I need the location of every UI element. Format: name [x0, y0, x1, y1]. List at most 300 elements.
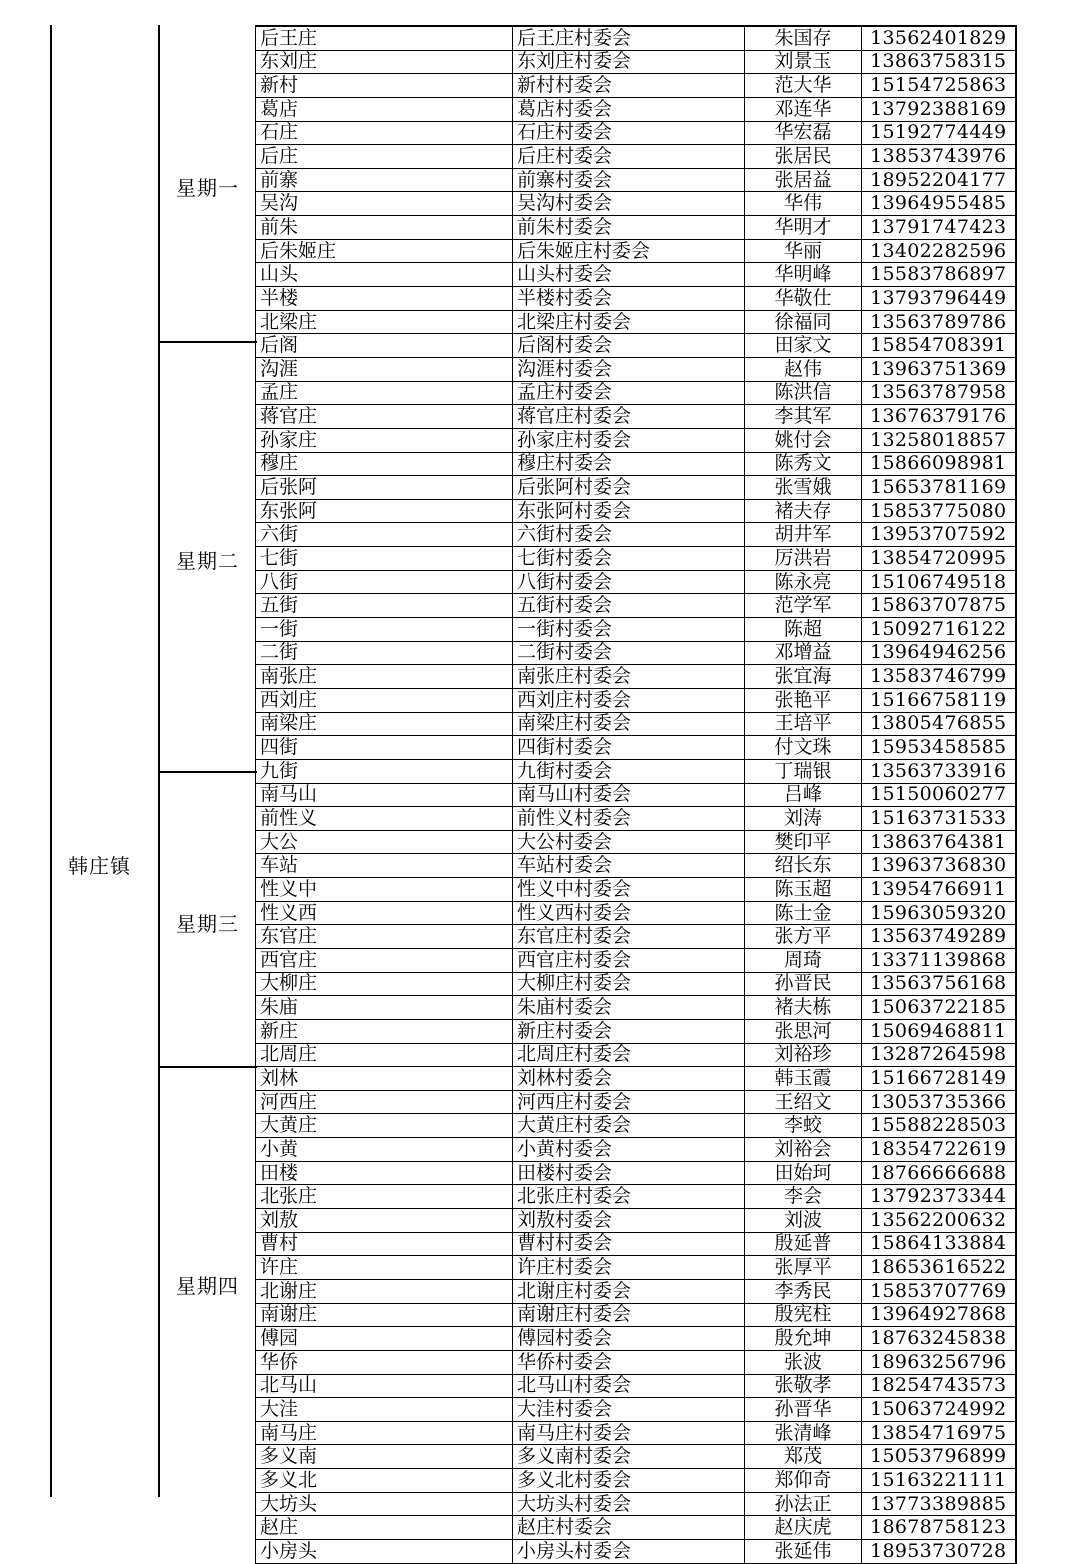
table-row [256, 1209, 1016, 1233]
phone-number-cell: 13562401829 [862, 26, 1016, 50]
village-name-cell: 刘敖 [256, 1209, 513, 1233]
table-row [256, 925, 1016, 949]
village-name-cell: 穆庄 [256, 452, 513, 476]
phone-number-cell: 13953707592 [862, 523, 1016, 547]
village-name-cell: 七街 [256, 547, 513, 571]
contact-person-cell: 刘涛 [745, 807, 862, 831]
village-name-cell: 孙家庄 [256, 428, 513, 452]
phone-number-cell: 15192774449 [862, 121, 1016, 145]
village-name-cell: 东刘庄 [256, 50, 513, 74]
village-name-cell: 四街 [256, 736, 513, 760]
table-row [256, 476, 1016, 500]
committee-name-cell: 新庄村委会 [513, 1019, 745, 1043]
phone-number-cell: 15866098981 [862, 452, 1016, 476]
day-group-separator [159, 1066, 257, 1068]
committee-name-cell: 大洼村委会 [513, 1398, 745, 1422]
contact-person-cell: 华宏磊 [745, 121, 862, 145]
phone-number-cell: 18766666688 [862, 1161, 1016, 1185]
village-name-cell: 北张庄 [256, 1185, 513, 1209]
contact-person-cell: 陈士金 [745, 901, 862, 925]
day-column-left-border [158, 25, 160, 1497]
table-row [256, 381, 1016, 405]
village-name-cell: 朱庙 [256, 996, 513, 1020]
contact-person-cell: 殷宪柱 [745, 1303, 862, 1327]
committee-name-cell: 北周庄村委会 [513, 1043, 745, 1067]
contact-person-cell: 殷允坤 [745, 1327, 862, 1351]
village-name-cell: 南谢庄 [256, 1303, 513, 1327]
committee-name-cell: 北马山村委会 [513, 1374, 745, 1398]
contact-person-cell: 张清峰 [745, 1421, 862, 1445]
village-name-cell: 性义西 [256, 901, 513, 925]
village-name-cell: 大柳庄 [256, 972, 513, 996]
village-name-cell: 东张阿 [256, 499, 513, 523]
table-row [256, 1469, 1016, 1493]
phone-number-cell: 13287264598 [862, 1043, 1016, 1067]
contact-person-cell: 朱国存 [745, 26, 862, 50]
committee-name-cell: 北梁庄村委会 [513, 310, 745, 334]
contact-person-cell: 绍长东 [745, 854, 862, 878]
village-name-cell: 沟涯 [256, 357, 513, 381]
committee-name-cell: 性义中村委会 [513, 878, 745, 902]
contact-person-cell: 陈洪信 [745, 381, 862, 405]
day-label: 星期四 [176, 1273, 239, 1298]
phone-number-cell: 15583786897 [862, 263, 1016, 287]
table-row [256, 594, 1016, 618]
table-row [256, 712, 1016, 736]
contact-person-cell: 褚夫栋 [745, 996, 862, 1020]
contact-person-cell: 郑仰奇 [745, 1469, 862, 1493]
phone-number-cell: 18952204177 [862, 168, 1016, 192]
phone-number-cell: 15588228503 [862, 1114, 1016, 1138]
contact-person-cell: 赵庆虎 [745, 1516, 862, 1540]
phone-number-cell: 13954766911 [862, 878, 1016, 902]
phone-number-cell: 15963059320 [862, 901, 1016, 925]
contact-person-cell: 孙晋民 [745, 972, 862, 996]
table-row [256, 97, 1016, 121]
committee-name-cell: 半楼村委会 [513, 287, 745, 311]
village-name-cell: 多义南 [256, 1445, 513, 1469]
village-name-cell: 北谢庄 [256, 1279, 513, 1303]
phone-number-cell: 18963256796 [862, 1350, 1016, 1374]
phone-number-cell: 13792373344 [862, 1185, 1016, 1209]
phone-number-cell: 15154725863 [862, 74, 1016, 98]
contact-person-cell: 华明峰 [745, 263, 862, 287]
committee-name-cell: 沟涯村委会 [513, 357, 745, 381]
village-name-cell: 南梁庄 [256, 712, 513, 736]
village-name-cell: 石庄 [256, 121, 513, 145]
contact-person-cell: 孙晋华 [745, 1398, 862, 1422]
committee-name-cell: 河西庄村委会 [513, 1090, 745, 1114]
village-name-cell: 南张庄 [256, 665, 513, 689]
contact-person-cell: 周琦 [745, 948, 862, 972]
phone-number-cell: 13258018857 [862, 428, 1016, 452]
contact-person-cell: 陈超 [745, 618, 862, 642]
village-name-cell: 北周庄 [256, 1043, 513, 1067]
phone-number-cell: 13562200632 [862, 1209, 1016, 1233]
village-name-cell: 华侨 [256, 1350, 513, 1374]
table-row [256, 1185, 1016, 1209]
contact-person-cell: 张思河 [745, 1019, 862, 1043]
phone-number-cell: 13773389885 [862, 1492, 1016, 1516]
committee-name-cell: 蒋官庄村委会 [513, 405, 745, 429]
village-name-cell: 小房头 [256, 1540, 513, 1564]
contact-person-cell: 邓增益 [745, 641, 862, 665]
phone-number-cell: 15063724992 [862, 1398, 1016, 1422]
contact-person-cell: 李其军 [745, 405, 862, 429]
village-name-cell: 前朱 [256, 216, 513, 240]
phone-number-cell: 15853775080 [862, 499, 1016, 523]
contact-person-cell: 陈秀文 [745, 452, 862, 476]
phone-number-cell: 15953458585 [862, 736, 1016, 760]
contact-person-cell: 徐福同 [745, 310, 862, 334]
phone-number-cell: 13563789786 [862, 310, 1016, 334]
committee-name-cell: 多义南村委会 [513, 1445, 745, 1469]
committee-name-cell: 后王庄村委会 [513, 26, 745, 50]
phone-number-cell: 13676379176 [862, 405, 1016, 429]
contact-person-cell: 张厚平 [745, 1256, 862, 1280]
village-name-cell: 大洼 [256, 1398, 513, 1422]
contact-person-cell: 陈玉超 [745, 878, 862, 902]
day-group-separator [159, 771, 257, 773]
village-name-cell: 二街 [256, 641, 513, 665]
table-row [256, 287, 1016, 311]
table-row [256, 1421, 1016, 1445]
phone-number-cell: 13854716975 [862, 1421, 1016, 1445]
table-row [256, 1232, 1016, 1256]
contact-person-cell: 张艳平 [745, 688, 862, 712]
phone-number-cell: 15150060277 [862, 783, 1016, 807]
phone-number-cell: 15053796899 [862, 1445, 1016, 1469]
village-name-cell: 赵庄 [256, 1516, 513, 1540]
phone-number-cell: 15163221111 [862, 1469, 1016, 1493]
phone-number-cell: 18763245838 [862, 1327, 1016, 1351]
village-name-cell: 刘林 [256, 1067, 513, 1091]
committee-name-cell: 后张阿村委会 [513, 476, 745, 500]
contact-person-cell: 田始珂 [745, 1161, 862, 1185]
committee-name-cell: 穆庄村委会 [513, 452, 745, 476]
contact-person-cell: 韩玉霞 [745, 1067, 862, 1091]
table-row [256, 121, 1016, 145]
contact-person-cell: 张延伟 [745, 1540, 862, 1564]
table-row [256, 830, 1016, 854]
phone-number-cell: 13563749289 [862, 925, 1016, 949]
table-row [256, 759, 1016, 783]
committee-name-cell: 前性义村委会 [513, 807, 745, 831]
phone-number-cell: 18953730728 [862, 1540, 1016, 1564]
village-name-cell: 南马山 [256, 783, 513, 807]
contact-person-cell: 王培平 [745, 712, 862, 736]
contact-person-cell: 李秀民 [745, 1279, 862, 1303]
table-row [256, 523, 1016, 547]
table-row [256, 783, 1016, 807]
village-name-cell: 半楼 [256, 287, 513, 311]
contact-person-cell: 张雪娥 [745, 476, 862, 500]
phone-number-cell: 13563756168 [862, 972, 1016, 996]
committee-name-cell: 车站村委会 [513, 854, 745, 878]
phone-number-cell: 13805476855 [862, 712, 1016, 736]
contact-person-cell: 张方平 [745, 925, 862, 949]
committee-name-cell: 后朱姬庄村委会 [513, 239, 745, 263]
table-row [256, 74, 1016, 98]
village-name-cell: 前性义 [256, 807, 513, 831]
phone-number-cell: 13371139868 [862, 948, 1016, 972]
contact-person-cell: 殷延普 [745, 1232, 862, 1256]
contact-person-cell: 赵伟 [745, 357, 862, 381]
contact-person-cell: 胡井军 [745, 523, 862, 547]
phone-number-cell: 15854708391 [862, 334, 1016, 358]
table-row [256, 168, 1016, 192]
table-row [256, 239, 1016, 263]
phone-number-cell: 13964946256 [862, 641, 1016, 665]
contact-person-cell: 张居民 [745, 145, 862, 169]
village-name-cell: 新庄 [256, 1019, 513, 1043]
village-name-cell: 后王庄 [256, 26, 513, 50]
table-row [256, 570, 1016, 594]
phone-number-cell: 15853707769 [862, 1279, 1016, 1303]
phone-number-cell: 13053735366 [862, 1090, 1016, 1114]
village-name-cell: 许庄 [256, 1256, 513, 1280]
committee-name-cell: 大柳庄村委会 [513, 972, 745, 996]
contact-person-cell: 王绍文 [745, 1090, 862, 1114]
table-row [256, 216, 1016, 240]
committee-name-cell: 八街村委会 [513, 570, 745, 594]
committee-name-cell: 一街村委会 [513, 618, 745, 642]
village-name-cell: 多义北 [256, 1469, 513, 1493]
table-row [256, 641, 1016, 665]
phone-number-cell: 13583746799 [862, 665, 1016, 689]
table-row [256, 1019, 1016, 1043]
table-row [256, 1516, 1016, 1540]
committee-name-cell: 四街村委会 [513, 736, 745, 760]
village-name-cell: 葛店 [256, 97, 513, 121]
table-row [256, 357, 1016, 381]
village-name-cell: 后朱姬庄 [256, 239, 513, 263]
table-row [256, 334, 1016, 358]
committee-name-cell: 后庄村委会 [513, 145, 745, 169]
committee-name-cell: 九街村委会 [513, 759, 745, 783]
committee-name-cell: 西官庄村委会 [513, 948, 745, 972]
village-name-cell: 南马庄 [256, 1421, 513, 1445]
table-row [256, 1327, 1016, 1351]
table-row [256, 428, 1016, 452]
table-row [256, 972, 1016, 996]
table-row [256, 1256, 1016, 1280]
day-label: 星期三 [176, 911, 239, 936]
table-row [256, 1067, 1016, 1091]
village-name-cell: 新村 [256, 74, 513, 98]
contact-person-cell: 范大华 [745, 74, 862, 98]
committee-name-cell: 大黄庄村委会 [513, 1114, 745, 1138]
village-name-cell: 九街 [256, 759, 513, 783]
committee-name-cell: 山头村委会 [513, 263, 745, 287]
committee-name-cell: 大坊头村委会 [513, 1492, 745, 1516]
committee-name-cell: 七街村委会 [513, 547, 745, 571]
committee-name-cell: 前寨村委会 [513, 168, 745, 192]
phone-number-cell: 13793796449 [862, 287, 1016, 311]
village-name-cell: 孟庄 [256, 381, 513, 405]
committee-name-cell: 孙家庄村委会 [513, 428, 745, 452]
table-row [256, 1303, 1016, 1327]
phone-number-cell: 13853743976 [862, 145, 1016, 169]
table-row [256, 878, 1016, 902]
phone-number-cell: 15163731533 [862, 807, 1016, 831]
village-name-cell: 大坊头 [256, 1492, 513, 1516]
committee-name-cell: 孟庄村委会 [513, 381, 745, 405]
village-name-cell: 田楼 [256, 1161, 513, 1185]
table-row [256, 1043, 1016, 1067]
phone-number-cell: 15166728149 [862, 1067, 1016, 1091]
phone-number-cell: 13791747423 [862, 216, 1016, 240]
contact-person-cell: 郑茂 [745, 1445, 862, 1469]
committee-name-cell: 东刘庄村委会 [513, 50, 745, 74]
table-row [256, 1445, 1016, 1469]
village-name-cell: 东官庄 [256, 925, 513, 949]
village-name-cell: 西官庄 [256, 948, 513, 972]
committee-name-cell: 多义北村委会 [513, 1469, 745, 1493]
table-row [256, 618, 1016, 642]
contact-person-cell: 厉洪岩 [745, 547, 862, 571]
phone-number-cell: 15863707875 [862, 594, 1016, 618]
committee-name-cell: 刘敖村委会 [513, 1209, 745, 1233]
phone-number-cell: 18678758123 [862, 1516, 1016, 1540]
village-contact-table [255, 25, 1017, 1564]
phone-number-cell: 15166758119 [862, 688, 1016, 712]
phone-number-cell: 15864133884 [862, 1232, 1016, 1256]
table-row [256, 547, 1016, 571]
committee-name-cell: 许庄村委会 [513, 1256, 745, 1280]
committee-name-cell: 新村村委会 [513, 74, 745, 98]
table-row [256, 688, 1016, 712]
phone-number-cell: 13964955485 [862, 192, 1016, 216]
contact-person-cell: 褚夫存 [745, 499, 862, 523]
table-row [256, 948, 1016, 972]
contact-person-cell: 张敬孝 [745, 1374, 862, 1398]
committee-name-cell: 田楼村委会 [513, 1161, 745, 1185]
committee-name-cell: 南梁庄村委会 [513, 712, 745, 736]
contact-person-cell: 孙法正 [745, 1492, 862, 1516]
committee-name-cell: 小黄村委会 [513, 1138, 745, 1162]
contact-person-cell: 丁瑞银 [745, 759, 862, 783]
village-name-cell: 车站 [256, 854, 513, 878]
table-row [256, 452, 1016, 476]
phone-number-cell: 18354722619 [862, 1138, 1016, 1162]
committee-name-cell: 后阁村委会 [513, 334, 745, 358]
contact-person-cell: 刘裕会 [745, 1138, 862, 1162]
phone-number-cell: 13964927868 [862, 1303, 1016, 1327]
committee-name-cell: 前朱村委会 [513, 216, 745, 240]
contact-person-cell: 范学军 [745, 594, 862, 618]
phone-number-cell: 13563733916 [862, 759, 1016, 783]
table-row [256, 854, 1016, 878]
village-name-cell: 后阁 [256, 334, 513, 358]
village-name-cell: 一街 [256, 618, 513, 642]
village-name-cell: 后张阿 [256, 476, 513, 500]
committee-name-cell: 东张阿村委会 [513, 499, 745, 523]
committee-name-cell: 二街村委会 [513, 641, 745, 665]
phone-number-cell: 18254743573 [862, 1374, 1016, 1398]
phone-number-cell: 15106749518 [862, 570, 1016, 594]
table-row [256, 1114, 1016, 1138]
table-row [256, 665, 1016, 689]
village-name-cell: 山头 [256, 263, 513, 287]
committee-name-cell: 南张庄村委会 [513, 665, 745, 689]
contact-person-cell: 华敬仕 [745, 287, 862, 311]
table-row [256, 1540, 1016, 1564]
phone-number-cell: 13863764381 [862, 830, 1016, 854]
contact-person-cell: 邓连华 [745, 97, 862, 121]
village-name-cell: 性义中 [256, 878, 513, 902]
village-name-cell: 曹村 [256, 1232, 513, 1256]
table-row [256, 996, 1016, 1020]
committee-name-cell: 大公村委会 [513, 830, 745, 854]
phone-number-cell: 15092716122 [862, 618, 1016, 642]
left-border-line [50, 25, 52, 1497]
day-label: 星期二 [176, 549, 239, 574]
village-name-cell: 小黄 [256, 1138, 513, 1162]
town-name-cell: 韩庄镇 [68, 854, 131, 878]
table-row [256, 1161, 1016, 1185]
phone-number-cell: 13402282596 [862, 239, 1016, 263]
phone-number-cell: 15069468811 [862, 1019, 1016, 1043]
village-name-cell: 北马山 [256, 1374, 513, 1398]
phone-number-cell: 13863758315 [862, 50, 1016, 74]
contact-person-cell: 李蛟 [745, 1114, 862, 1138]
table-row [256, 901, 1016, 925]
committee-name-cell: 曹村村委会 [513, 1232, 745, 1256]
contact-person-cell: 华明才 [745, 216, 862, 240]
committee-name-cell: 吴沟村委会 [513, 192, 745, 216]
table-row [256, 310, 1016, 334]
committee-name-cell: 刘林村委会 [513, 1067, 745, 1091]
committee-name-cell: 朱庙村委会 [513, 996, 745, 1020]
table-row [256, 499, 1016, 523]
contact-person-cell: 姚付会 [745, 428, 862, 452]
village-name-cell: 前寨 [256, 168, 513, 192]
village-name-cell: 北梁庄 [256, 310, 513, 334]
committee-name-cell: 葛店村委会 [513, 97, 745, 121]
village-name-cell: 蒋官庄 [256, 405, 513, 429]
table-row [256, 192, 1016, 216]
table-row [256, 50, 1016, 74]
day-group-separator [159, 341, 257, 343]
table-row [256, 405, 1016, 429]
phone-number-cell: 15063722185 [862, 996, 1016, 1020]
contact-person-cell: 陈永亮 [745, 570, 862, 594]
committee-name-cell: 东官庄村委会 [513, 925, 745, 949]
committee-name-cell: 南谢庄村委会 [513, 1303, 745, 1327]
contact-person-cell: 张居益 [745, 168, 862, 192]
contact-person-cell: 付文珠 [745, 736, 862, 760]
contact-person-cell: 樊印平 [745, 830, 862, 854]
village-name-cell: 大公 [256, 830, 513, 854]
table-row [256, 1090, 1016, 1114]
committee-name-cell: 傅园村委会 [513, 1327, 745, 1351]
committee-name-cell: 北谢庄村委会 [513, 1279, 745, 1303]
contact-person-cell: 刘景玉 [745, 50, 862, 74]
village-name-cell: 西刘庄 [256, 688, 513, 712]
village-name-cell: 大黄庄 [256, 1114, 513, 1138]
table-row [256, 1279, 1016, 1303]
committee-name-cell: 西刘庄村委会 [513, 688, 745, 712]
table-row [256, 807, 1016, 831]
table-row [256, 736, 1016, 760]
committee-name-cell: 南马庄村委会 [513, 1421, 745, 1445]
committee-name-cell: 石庄村委会 [513, 121, 745, 145]
phone-number-cell: 13792388169 [862, 97, 1016, 121]
phone-number-cell: 13963736830 [862, 854, 1016, 878]
contact-person-cell: 吕峰 [745, 783, 862, 807]
phone-number-cell: 15653781169 [862, 476, 1016, 500]
